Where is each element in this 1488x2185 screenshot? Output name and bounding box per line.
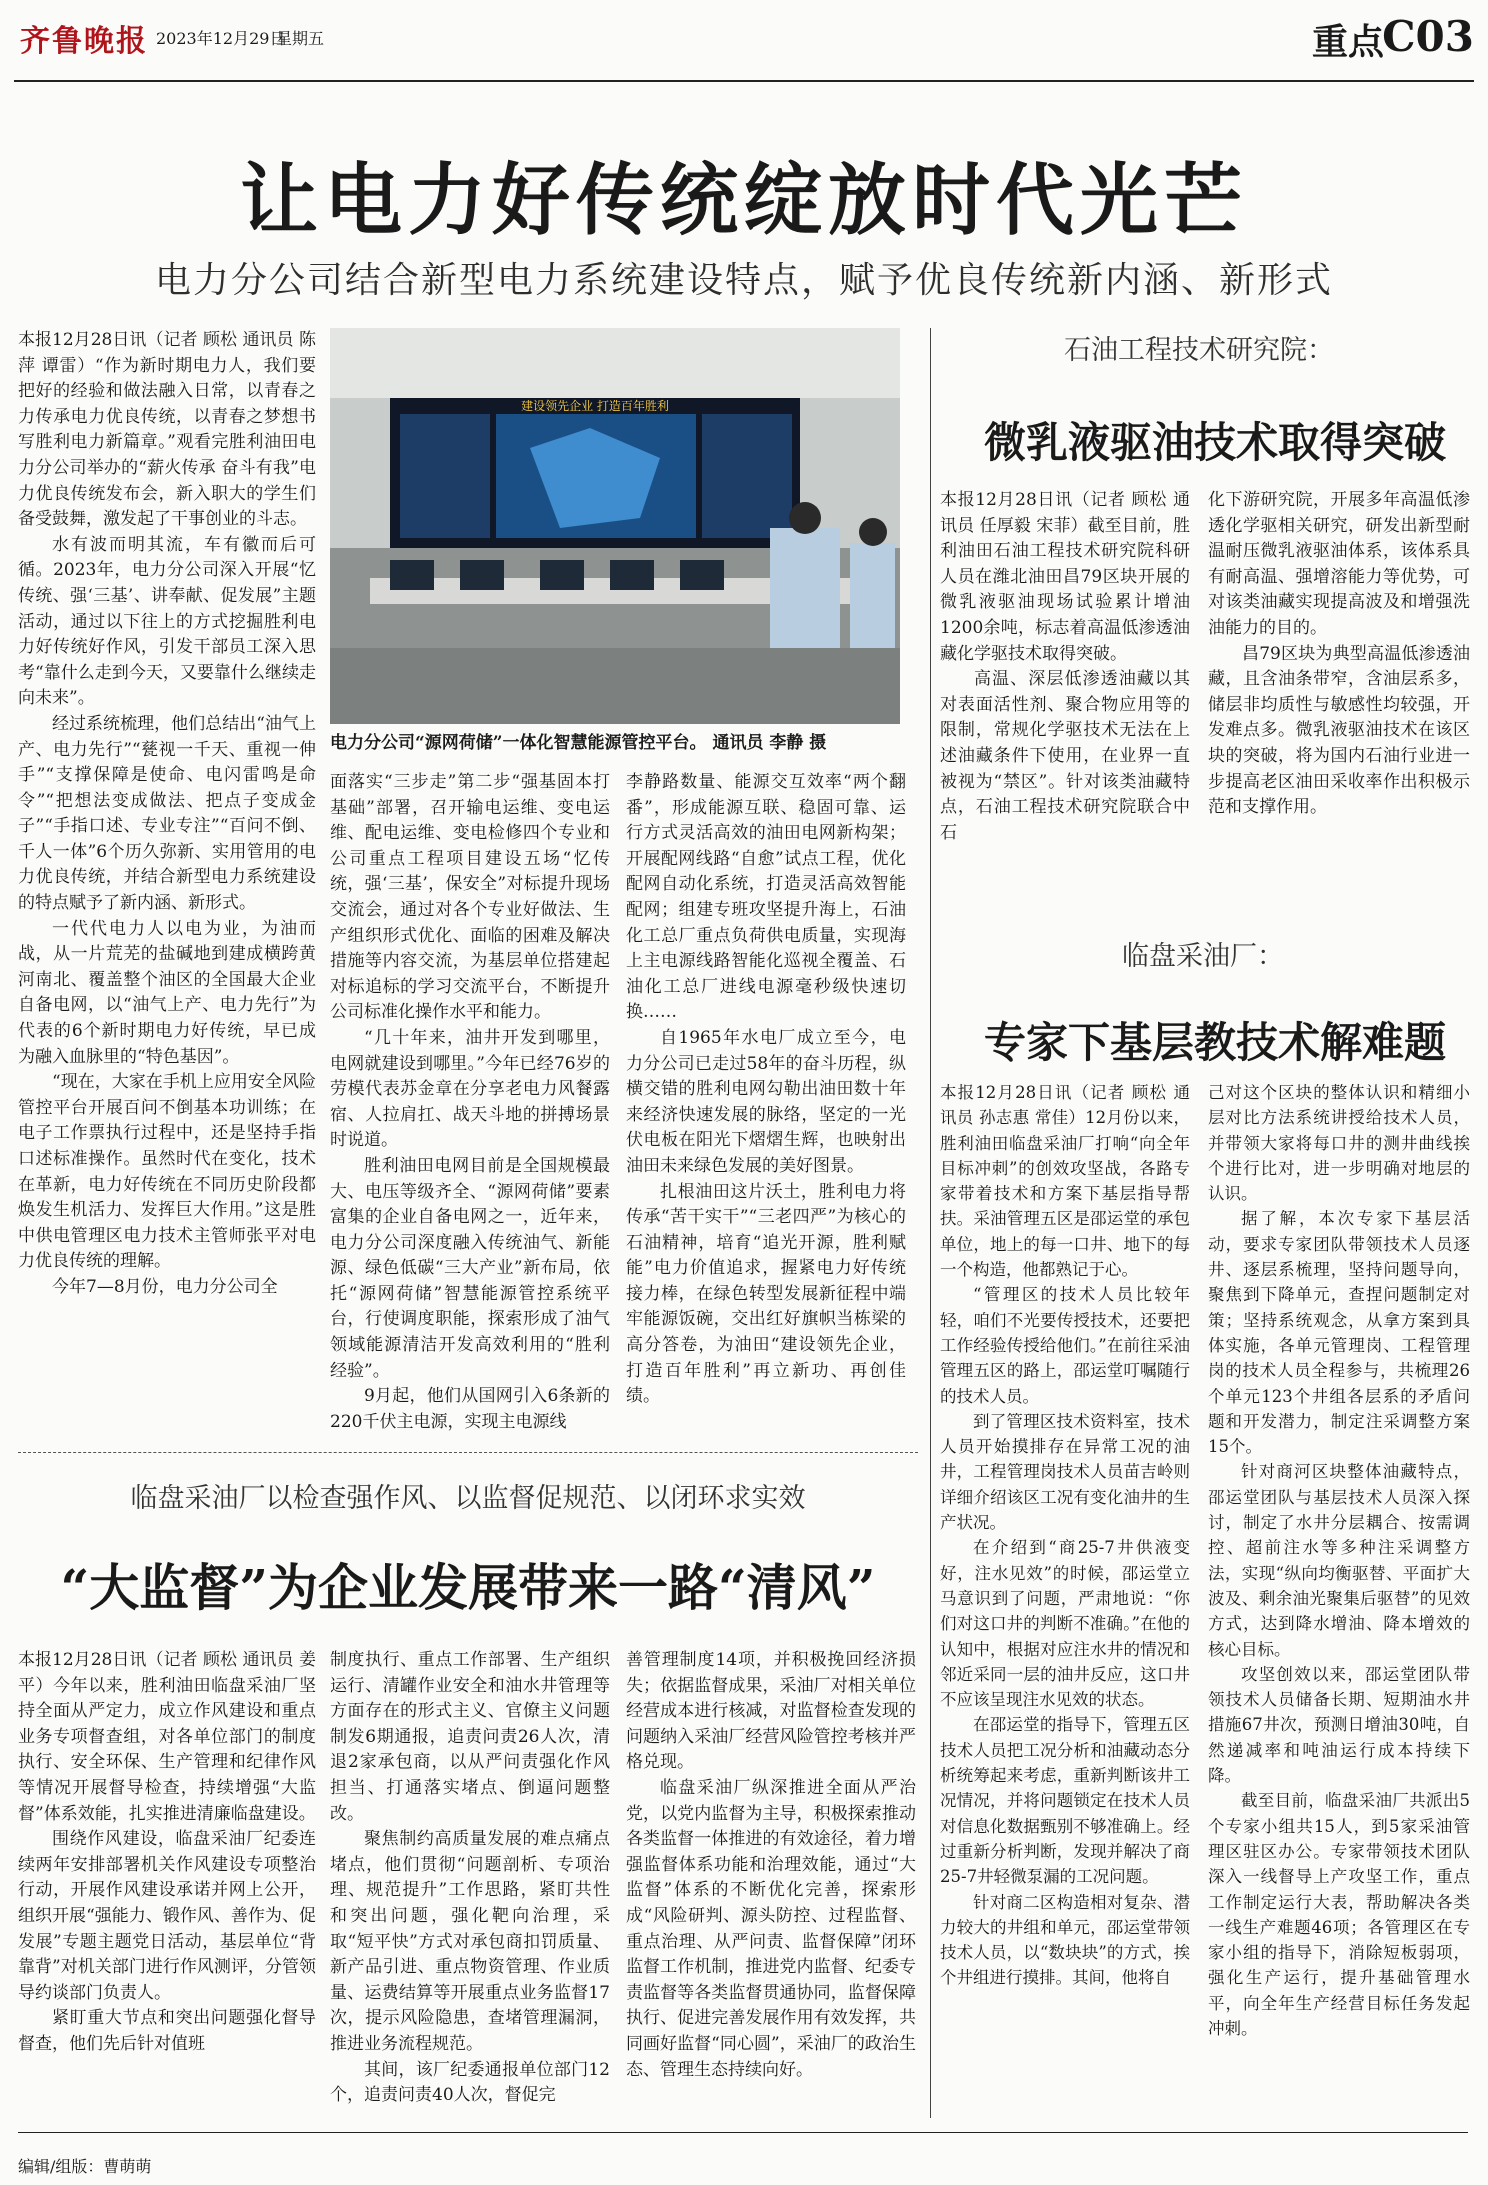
story3-headline: 专家下基层教技术解难题	[983, 1018, 1446, 1067]
main-headline: 让电力好传统绽放时代光芒	[239, 155, 1248, 246]
paragraph: 面落实“三步走”第二步“强基固本打基础”部署，召开输电运维、变电运维、配电运维、变电检修四个专业和公司重点工程项目建设五场“忆传统，强‘三基’，保安全”对标提升现场交流会，通过对各个专业好做法、生产组织形式优化、面临的困难及解决措施等内容交流，为基层单位搭建起对标追标的学习交流平台，不断提升公司标准化操作水平和能力。	[330, 772, 610, 1023]
column-rule	[930, 328, 931, 2118]
paragraph: 本报12月28日讯（记者 顾松 通讯员 孙志惠 常佳）12月份以来，胜利油田临盘采油厂打响“向全年目标冲刺”的创效攻坚战，各路专家带着技术和方案下基层指导帮扶。采油管理五区是邵运堂的承包单位，地上的每一口井、地下的每一个构造，他都熟记于心。	[940, 1083, 1190, 1280]
control-room-photo	[330, 328, 900, 724]
paragraph: 本报12月28日讯（记者 顾松 通讯员 任厚毅 宋菲）截至目前，胜利油田石油工程技术研究院科研人员在潍北油田昌79区块开展的微乳液驱油现场试验累计增油1200余吨，标志着高温低渗透油藏化学驱技术取得突破。	[940, 490, 1190, 664]
paragraph: 据了解，本次专家下基层活动，要求专家团队带领技术人员逐井、逐层系梳理，坚持问题导向，聚焦到下降单元，查捏问题制定对策；坚持系统观念，从拿方案到具体实施，各单元管理岗、工程管理岗的技术人员全程参与，共梳理26个单元123个井组各层系的矛盾问题和开发潜力，制定注采调整方案15个。	[1208, 1209, 1470, 1457]
paragraph: 紧盯重大节点和突出问题强化督导督查，他们先后针对值班	[18, 2008, 316, 2054]
paragraph: 化下游研究院，开展多年高温低渗透化学驱相关研究，研发出新型耐温耐压微乳液驱油体系，该体系具有耐高温、强增溶能力等优势，可对该类油藏实现提高波及和增强洗油能力的目的。	[1208, 490, 1470, 638]
paragraph: 己对这个区块的整体认识和精细小层对比方法系统讲授给技术人员，并带领大家将每口井的测井曲线挨个进行比对，进一步明确对地层的认识。	[1208, 1083, 1470, 1204]
story4-headline: “大监督”为企业发展带来一路“清风”	[60, 1558, 876, 1617]
paragraph: 在邵运堂的指导下，管理五区技术人员把工况分析和油藏动态分析统筹起来考虑，重新判断该井工况情况，并将问题锁定在技术人员对信息化数据甄别不够准确上。经过重新分析判断，发现并解决了商25-7井轻微泵漏的工况问题。	[940, 1715, 1190, 1887]
paragraph: 水有波而明其流，车有徽而后可循。2023年，电力分公司深入开展“忆传统、强‘三基’、讲奉献、促发展”主题活动，通过以下往上的方式挖掘胜利电力好传统好作风，引发干部员工深入思考“靠什么走到今天，又要靠什么继续走向未来”。	[18, 534, 316, 709]
story-divider	[18, 1452, 918, 1453]
paragraph: 其间，该厂纪委通报单位部门12个，追责问责40人次，督促完	[330, 2059, 610, 2106]
paragraph: 本报12月28日讯（记者 顾松 通讯员 姜平）今年以来，胜利油田临盘采油厂坚持全面从严定力，成立作风建设和重点业务专项督查组，对各单位部门的制度执行、安全环保、生产管理和纪律作风等情况开展督导检查，持续增强“大监督”体系效能，扎实推进清廉临盘建设。	[18, 1650, 316, 1824]
paragraph: 经过系统梳理，他们总结出“油气上产、电力先行”“甆视一千天、重视一伸手”“支撑保障是使命、电闪雷鸣是命令”“把想法变成做法、把点子变成金子”“手指口述、专业专注”“百问不倒、千人一体”6个历久弥新、实用管用的电力优良传统，并结合新型电力系统建设的特点赋予了新内涵、新形式。	[18, 713, 316, 914]
issue-date: 2023年12月29日	[156, 29, 286, 48]
issue-weekday: 星期五	[276, 29, 325, 48]
paragraph: 扎根油田这片沃土，胜利电力将传承“苦干实干”“三老四严”为核心的石油精神，培育“追光开源，胜利赋能”电力价值追求，握紧电力好传统接力棒，在绿色转型发展新征程中端牢能源饭碗，交出红好旗帜当栋梁的高分答卷，为油田“建设领先企业，打造百年胜利”再立新功、再创佳绩。	[626, 1181, 906, 1407]
paragraph: 聚焦制约高质量发展的难点痛点堵点，他们贯彻“问题剖析、专项治理、规范提升”工作思路，紧盯共性和突出问题，强化靶向治理，采取“短平快”方式对承包商扣罚质量、新产品引进、重点物资管理、作业质量、运费结算等开展重点业务监督17次，提示风险隐患，查堵管理漏洞，推进业务流程规范。	[330, 1829, 610, 2054]
story2-headline: 微乳液驱油技术取得突破	[983, 418, 1446, 467]
paragraph: 截至目前，临盘采油厂共派出5个专家小组共15人，到5家采油管理区驻区办公。专家带领技术团队深入一线督导上产攻坚工作，重点工作制定运行大表，帮助解决各类一线生产难题46项；各管理区在专家小组的指导下，消除短板弱项，强化生产运行，提升基础管理水平，向全年生产经营目标任务发起冲刺。	[1208, 1791, 1470, 2038]
paragraph: “几十年来，油井开发到哪里，电网就建设到哪里。”今年已经76岁的劳模代表苏金章在分享老电力风餐露宿、人拉肩扛、战天斗地的拼搏场景时说道。	[330, 1027, 610, 1151]
paragraph: “管理区的技术人员比较年轻，咱们不光要传授技术，还要把工作经验传授给他们。”在前往采油管理五区的路上，邵运堂叮嘱随行的技术人员。	[940, 1285, 1190, 1406]
paragraph: 善管理制度14项，并积极挽回经济损失；依据监督成果，采油厂对相关单位经营成本进行核减，对监督检查发现的问题纳入采油厂经营风险管控考核并严格兑现。	[626, 1650, 916, 1773]
story4-col-3	[626, 1648, 916, 2083]
screen-banner: 建设领先企业 打造百年胜利	[521, 399, 669, 413]
paragraph: 在介绍到“商25-7井供液变好，注水见效”的时候，邵运堂立马意识到了问题，严肃地说：“你们对这口井的判断不准确。”在他的认知中，根据对应注水井的情况和邻近采同一层的油井反应，这口井不应该呈现注水见效的状态。	[940, 1538, 1190, 1710]
paragraph: 胜利油田电网目前是全国规模最大、电压等级齐全、“源网荷储”要素富集的企业自备电网之一，近年来，电力分公司深度融入传统油气、新能源、绿色低碳“三大产业”新布局，依托“源网荷储”智慧能源管控系统平台，行使调度职能，探索形成了油气领域能源清洁开发高效利用的“胜利经验”。	[330, 1155, 610, 1381]
paragraph: 一代代电力人以电为业，为油而战，从一片荒芜的盐碱地到建成横跨黄河南北、覆盖整个油区的全国最大企业自备电网，以“油气上产、电力先行”为代表的6个新时期电力好传统，早已成为融入血脉里的“特色基因”。	[18, 918, 316, 1067]
paragraph: 制度执行、重点工作部署、生产组织运行、清罐作业安全和油水井管理等方面存在的形式主义、官僚主义问题制发6期通报，追责问责26人次，清退2家承包商，以从严问责强化作风担当、打通落实堵点、倒逼问题整改。	[330, 1650, 610, 1824]
story3-col-1	[940, 1080, 1190, 1991]
masthead	[14, 6, 1474, 82]
paragraph: 昌79区块为典型高温低渗透油藏，且含油条带窄，含油层系多，储层非均质性与敏感性均较强，开发难点多。微乳液驱油技术在该区块的突破，将为国内石油行业进一步提高老区油田采收率作出积极示范和支撑作用。	[1208, 643, 1470, 818]
main-subhead: 电力分公司结合新型电力系统建设特点，赋予优良传统新内涵、新形式	[154, 260, 1333, 301]
paragraph: “现在，大家在手机上应用安全风险管控平台开展百问不倒基本功训练；在电子工作票执行过程中，还是坚持手指口述标准操作。虽然时代在变化，技术在革新，电力好传统在不同历史阶段都焕发生机活力、发挥巨大作用。”这是胜中供电管理区电力技术主管师张平对电力优良传统的理解。	[18, 1072, 316, 1272]
story4-kicker: 临盘采油厂以检查强作风、以监督促规范、以闭环求实效	[130, 1483, 806, 1514]
section-name: 重点	[1311, 21, 1384, 63]
paragraph: 李静路数量、能源交互效率“两个翻番”，形成能源互联、稳固可靠、运行方式灵活高效的油田电网新构架；开展配网线路“自愈”试点工程，优化配网自动化系统，打造灵活高效智能配网；组建专班攻坚提升海上，石油化工总厂重点负荷供电质量，实现海上主电源线路智能化巡视全覆盖、石油化工总厂进线电源毫秒级快速切换……	[626, 772, 906, 1023]
story2-kicker: 石油工程技术研究院：	[1064, 335, 1334, 366]
paragraph: 临盘采油厂纵深推进全面从严治党，以党内监督为主导，积极探索推动各类监督一体推进的有效途径，着力增强监督体系功能和治理效能，通过“大监督”体系的不断优化完善，探索形成“风险研判、源头防控、过程监督、重点治理、从严问责、监督保障”闭环监督工作机制，推进党内监督、纪委专责监督等各类监督贯通协同，监督保障执行、促进完善发展作用有效发挥，共同画好监督“同心圆”，采油厂的政治生态、管理生态持续向好。	[626, 1777, 916, 2080]
paragraph: 本报12月28日讯（记者 顾松 通讯员 陈萍 谭雷）“作为新时期电力人，我们要把好的经验和做法融入日常，以青春之力传承电力优良传统，以青春之梦想书写胜利电力新篇章。”观看完胜利油田电力分公司举办的“薪火传承 奋斗有我”电力优良传统发布会，新入职大的学生们备受鼓舞，激发起了干事创业的斗志。	[18, 330, 316, 530]
paragraph: 到了管理区技术资料室，技术人员开始摸排存在异常工况的油井，工程管理岗技术人员苗吉岭则详细介绍该区工况有变化油井的生产状况。	[940, 1411, 1190, 1533]
main-story-col-3	[626, 770, 906, 1410]
photo-caption: 电力分公司“源网荷储”一体化智慧能源管控平台。 通讯员 李静 摄	[330, 733, 827, 753]
paragraph: 针对商河区块整体油藏特点，邵运堂团队与基层技术人员深入探讨，制定了水井分层耦合、按需调控、超前注水等多种注采调整方法，实现“纵向均衡驱替、平面扩大波及、剩余油光聚集后驱替”的见效方式，达到降水增油、降本增效的核心目标。	[1208, 1462, 1470, 1659]
story2-col-2	[1208, 488, 1470, 821]
page-number: C03	[1382, 12, 1474, 61]
paragraph: 今年7—8月份，电力分公司全	[52, 1276, 278, 1297]
newspaper-logo: 齐鲁晚报	[20, 24, 148, 59]
story3-kicker: 临盘采油厂：	[1122, 941, 1284, 972]
paragraph: 针对商二区构造相对复杂、潜力较大的井组和单元，邵运堂带领技术人员，以“数块块”的方式，挨个井组进行摸排。其间，他将自	[940, 1892, 1190, 1988]
story3-col-2	[1208, 1080, 1470, 2041]
story4-col-2	[330, 1648, 610, 2109]
paragraph: 自1965年水电厂成立至今，电力分公司已走过58年的奋斗历程，纵横交错的胜利电网勾勒出油田数十年来经济快速发展的脉络，坚定的一光伏电板在阳光下熠熠生辉，也映射出油田未来绿色发展的美好图景。	[626, 1027, 906, 1176]
story2-col-1	[940, 488, 1190, 846]
story4-col-1	[18, 1648, 316, 2058]
control-room-illustration	[330, 328, 900, 724]
paragraph: 9月起，他们从国网引入6条新的220千伏主电源，实现主电源线	[330, 1386, 610, 1432]
editor-credit: 编辑/组版：曹萌萌	[18, 2157, 152, 2176]
paragraph: 围绕作风建设，临盘采油厂纪委连续两年安排部署机关作风建设专项整治行动，开展作风建设承诺并网上公开，组织开展“强能力、锻作风、善作为、促发展”专题主题党日活动，基层单位“背靠背”对机关部门进行作风测评，分管领导约谈部门负责人。	[18, 1829, 316, 2003]
paragraph: 高温、深层低渗透油藏以其对表面活性剂、聚合物应用等的限制，常规化学驱技术无法在上述油藏条件下使用，在业界一直被视为“禁区”。针对该类油藏特点，石油工程技术研究院联合中石	[940, 669, 1190, 843]
main-story-col-2	[330, 770, 610, 1435]
paragraph: 攻坚创效以来，邵运堂团队带领技术人员储备长期、短期油水井措施67井次，预测日增油30吨，自然递减率和吨油运行成本持续下降。	[1208, 1664, 1470, 1786]
footer-rule	[18, 2132, 1468, 2133]
main-story-col-1	[18, 328, 316, 1301]
